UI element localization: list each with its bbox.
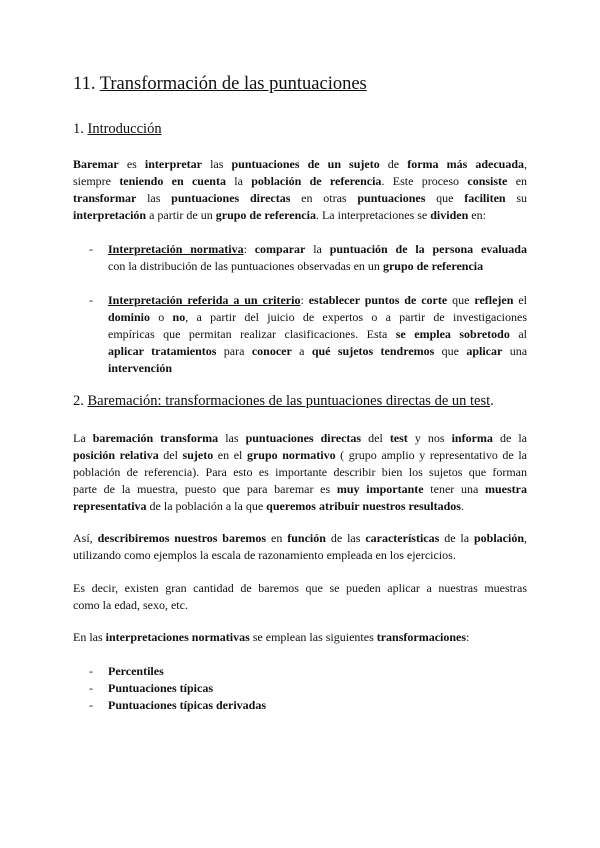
text-line xyxy=(73,547,527,564)
text-run: en el xyxy=(213,448,247,462)
text-line xyxy=(73,481,527,498)
text-line xyxy=(73,190,527,207)
text-line xyxy=(73,430,527,447)
list-dash: - xyxy=(89,681,93,695)
section-2-suffix: . xyxy=(490,393,494,409)
text-run: siempre xyxy=(73,174,120,188)
intro-paragraph xyxy=(73,156,527,224)
bold-run: puntuaciones directas xyxy=(245,431,362,445)
bold-run: baremación transforma xyxy=(92,431,219,445)
text-run: En las xyxy=(73,630,106,644)
bold-run: intervención xyxy=(108,361,172,375)
text-run: la xyxy=(305,242,330,256)
text-run: , a partir del juicio de expertos o a partir de investigaciones xyxy=(185,310,528,324)
text-run: utilizando como ejemplos la escala de razonamiento empleada en los ejercicios. xyxy=(73,548,456,562)
text-run: al xyxy=(509,327,527,341)
section-2-title: Baremación: transformaciones de las puntuaciones directas de un test xyxy=(87,393,491,409)
bold-run: puntuación de la persona evaluada xyxy=(329,242,527,256)
bold-run: transformar xyxy=(73,191,137,205)
bold-run: población de referencia xyxy=(251,174,382,188)
bold-run: interpretar xyxy=(144,157,202,171)
text-run: para xyxy=(216,344,252,358)
bold-run: puntuaciones xyxy=(357,191,426,205)
page-title xyxy=(73,74,367,95)
list-item-text: Percentiles xyxy=(108,664,164,678)
text-run: Así, xyxy=(73,531,98,545)
text-run: es xyxy=(118,157,145,171)
bold-run: dividen xyxy=(430,208,469,222)
bold-run: interpretaciones normativas xyxy=(105,630,250,644)
text-run: a xyxy=(291,344,312,358)
normativas-paragraph xyxy=(73,629,527,646)
bold-run: no xyxy=(172,310,186,324)
bold-run: Interpretación normativa xyxy=(108,242,244,256)
list-item-text: Puntuaciones típicas derivadas xyxy=(108,698,267,712)
text-run: : xyxy=(300,293,309,307)
list-item xyxy=(89,680,266,697)
text-run: . La interpretaciones se xyxy=(315,208,431,222)
text-run: . Este proceso xyxy=(381,174,468,188)
text-run: del xyxy=(158,448,183,462)
text-run: en xyxy=(507,174,528,188)
bold-run: características xyxy=(365,531,440,545)
list-dash: - xyxy=(89,698,93,712)
text-run: parte de la muestra, puesto que para baremar es xyxy=(73,482,337,496)
es-decir-paragraph xyxy=(73,580,527,614)
text-run: empíricas que permitan realizar clasificaciones. Esta xyxy=(108,327,396,341)
baremacion-paragraph xyxy=(73,430,527,515)
text-line xyxy=(108,241,527,258)
text-run: de la xyxy=(492,431,527,445)
text-run: : xyxy=(466,630,470,644)
section-2-heading xyxy=(73,393,494,410)
text-run: de xyxy=(379,157,408,171)
bold-run: muy importante xyxy=(336,482,424,496)
text-run: el xyxy=(513,293,527,307)
transformaciones-list xyxy=(89,663,266,714)
bullet-normativa xyxy=(108,241,527,275)
bullet-dash: - xyxy=(89,242,93,256)
text-run: una xyxy=(502,344,528,358)
bold-run: grupo normativo xyxy=(246,448,336,462)
text-line xyxy=(108,258,527,275)
list-item xyxy=(89,697,266,714)
text-run: . xyxy=(460,499,464,513)
bold-run: sujeto xyxy=(182,448,214,462)
text-line xyxy=(73,173,527,190)
bold-run: transformaciones xyxy=(376,630,467,644)
bold-run: reflejen xyxy=(474,293,514,307)
text-run: como la edad, sexo, etc. xyxy=(73,598,188,612)
text-run: la xyxy=(225,174,252,188)
list-dash: - xyxy=(89,664,93,678)
bold-run: faciliten xyxy=(464,191,506,205)
text-line xyxy=(73,597,527,614)
text-run: en xyxy=(266,531,288,545)
bold-run: posición relativa xyxy=(73,448,159,462)
text-run: se emplean las siguientes xyxy=(249,630,377,644)
text-run: las xyxy=(136,191,172,205)
bold-run: grupo de referencia xyxy=(382,259,484,273)
list-item-text: Puntuaciones típicas xyxy=(108,681,214,695)
text-run: y nos xyxy=(407,431,452,445)
bold-run: aplicar tratamientos xyxy=(108,344,217,358)
text-run: La xyxy=(73,431,93,445)
text-run: : xyxy=(243,242,255,256)
text-line xyxy=(73,207,527,224)
bold-run: consiste xyxy=(467,174,508,188)
bold-run: forma más adecuada xyxy=(407,157,525,171)
section-1-number: 1. xyxy=(73,121,84,137)
bold-run: test xyxy=(389,431,408,445)
title-number: 11. xyxy=(73,74,96,94)
text-line xyxy=(73,464,527,481)
section-2-number: 2. xyxy=(73,393,84,409)
text-run: de la xyxy=(439,531,474,545)
bullet-dash: - xyxy=(89,293,93,307)
bullet-criterio xyxy=(108,292,527,377)
list-item xyxy=(89,663,266,680)
text-run: con la distribución de las puntuaciones observadas en un xyxy=(108,259,383,273)
text-run: en: xyxy=(468,208,486,222)
bold-run: aplicar xyxy=(466,344,503,358)
bold-run: comparar xyxy=(254,242,306,256)
text-line xyxy=(108,292,527,309)
bold-run: qué sujetos tendremos xyxy=(311,344,435,358)
text-run: población de referencia). Para esto es importante describir bien los sujetos que forman xyxy=(73,465,527,479)
bold-run: teniendo en cuenta xyxy=(119,174,226,188)
text-run: tener una xyxy=(423,482,486,496)
text-line xyxy=(73,156,527,173)
text-run: que xyxy=(434,344,467,358)
text-run: , xyxy=(524,531,528,545)
text-run: que xyxy=(425,191,465,205)
bold-run: se emplea sobretodo xyxy=(395,327,510,341)
text-line xyxy=(73,530,527,547)
bold-run: dominio xyxy=(108,310,151,324)
bold-run: grupo de referencia xyxy=(215,208,316,222)
bold-run: población xyxy=(474,531,525,545)
bold-run: puntuaciones de un sujeto xyxy=(231,157,380,171)
text-line xyxy=(73,580,527,597)
bold-run: Baremar xyxy=(73,157,119,171)
text-line xyxy=(73,498,527,515)
text-run: que xyxy=(447,293,475,307)
text-run: del xyxy=(361,431,390,445)
bold-run: describiremos nuestros baremos xyxy=(97,531,267,545)
text-run: , xyxy=(524,157,528,171)
bold-run: función xyxy=(287,531,326,545)
text-run: de la población a la que xyxy=(146,499,267,513)
bold-run: puntuaciones directas xyxy=(171,191,291,205)
baremos-paragraph xyxy=(73,530,527,564)
text-run: en otras xyxy=(290,191,358,205)
bold-run: interpretación xyxy=(73,208,147,222)
text-run: las xyxy=(218,431,246,445)
text-run: de las xyxy=(325,531,366,545)
title-text: Transformación de las puntuaciones xyxy=(99,74,367,94)
bold-run: informa xyxy=(451,431,493,445)
bold-run: conocer xyxy=(251,344,292,358)
text-run: o xyxy=(150,310,173,324)
text-line xyxy=(108,343,527,360)
text-run: ( grupo amplio y representativo de la xyxy=(335,448,527,462)
bold-run: establecer puntos de corte xyxy=(308,293,448,307)
text-line xyxy=(108,360,527,377)
text-line xyxy=(108,326,527,343)
text-run: Es decir, existen gran cantidad de baremos que se pueden aplicar a nuestras muestras xyxy=(73,581,527,595)
section-1-heading xyxy=(73,121,162,138)
section-1-title: Introducción xyxy=(87,121,162,137)
bold-run: representativa xyxy=(73,499,147,513)
bold-run: Interpretación referida a un criterio xyxy=(108,293,301,307)
text-run: su xyxy=(505,191,528,205)
text-line xyxy=(73,629,527,646)
text-line xyxy=(73,447,527,464)
bold-run: queremos atribuir nuestros resultados xyxy=(266,499,461,513)
text-line xyxy=(108,309,527,326)
text-run: las xyxy=(202,157,232,171)
text-run: a partir de un xyxy=(146,208,216,222)
bold-run: muestra xyxy=(485,482,528,496)
